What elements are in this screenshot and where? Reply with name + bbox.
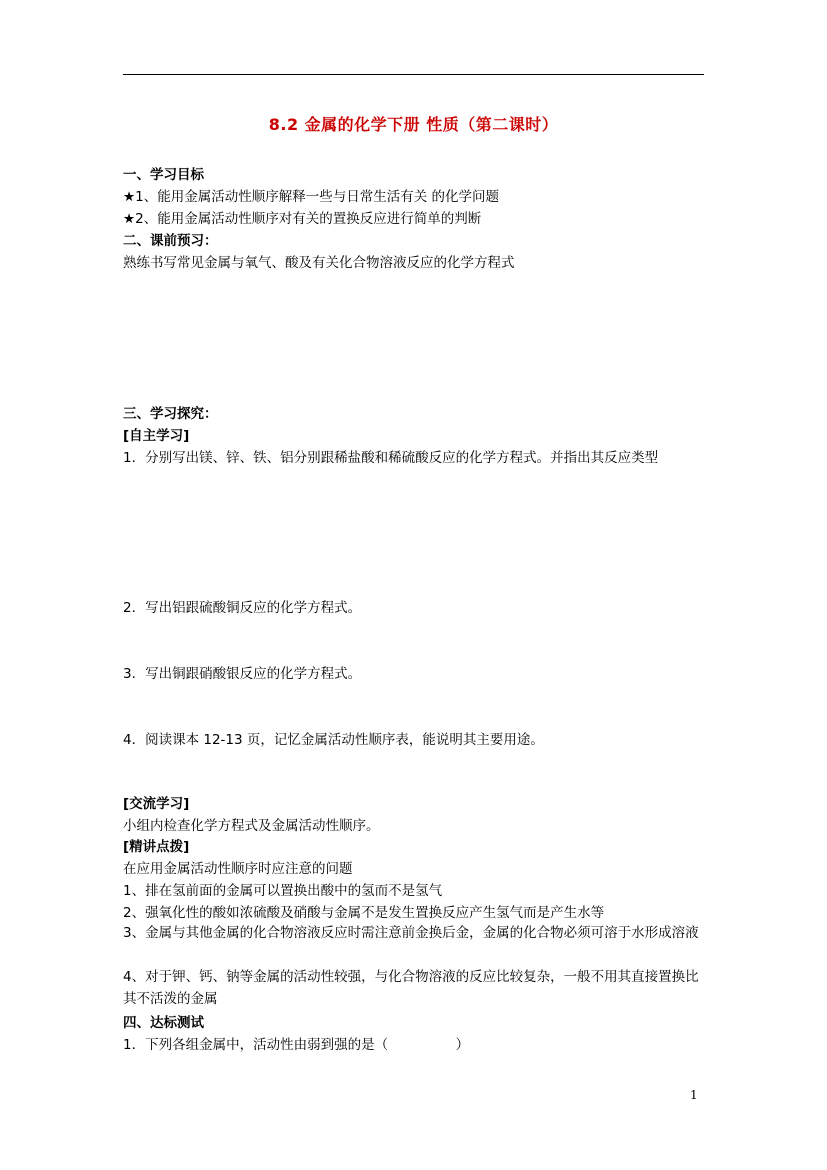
key-point-2: 2、强氧化性的酸如浓硫酸及硝酸与金属不是发生置换反应产生氢气而是产生水等	[123, 905, 605, 921]
test-question-1: 1．下列各组金属中，活动性由弱到强的是（ ）	[123, 1037, 470, 1053]
page-title: 8.2 金属的化学下册 性质（第二课时）	[268, 115, 559, 134]
key-point-1: 1、排在氢前面的金属可以置换出酸中的氢而不是氢气	[123, 883, 443, 899]
explore-heading: 三、学习探究：	[123, 406, 218, 422]
header-rule	[123, 74, 704, 75]
test-heading: 四、达标测试	[123, 1015, 204, 1031]
page-number: 1	[690, 1088, 698, 1102]
self-study-heading: [自主学习]	[123, 428, 190, 444]
preview-heading: 二、课前预习：	[123, 233, 218, 249]
goal-item-2: ★2、能用金属活动性顺序对有关的置换反应进行简单的判断	[123, 211, 482, 227]
key-point-3: 3、金属与其他金属的化合物溶液反应时需注意前金换后金，金属的化合物必须可溶于水形成溶液	[123, 925, 699, 941]
key-points-intro: 在应用金属活动性顺序时应注意的问题	[123, 861, 353, 877]
question-4: 4．阅读课本 12-13 页，记忆金属活动性顺序表，能说明其主要用途。	[123, 732, 544, 748]
key-points-heading: [精讲点拨]	[123, 839, 190, 855]
question-3: 3．写出铜跟硝酸银反应的化学方程式。	[123, 666, 362, 682]
question-1: 1．分别写出镁、锌、铁、铝分别跟稀盐酸和稀硫酸反应的化学方程式。并指出其反应类型	[123, 450, 659, 466]
exchange-text: 小组内检查化学方程式及金属活动性顺序。	[123, 818, 380, 834]
key-point-4: 4、对于钾、钙、钠等金属的活动性较强，与化合物溶液的反应比较复杂，一般不用其直接置换比其不活泼的金属	[123, 969, 699, 1007]
exchange-heading: [交流学习]	[123, 796, 190, 812]
preview-text: 熟练书写常见金属与氧气、酸及有关化合物溶液反应的化学方程式	[123, 255, 515, 271]
goal-item-1: ★1、能用金属活动性顺序解释一些与日常生活有关 的化学问题	[123, 189, 499, 205]
goals-heading: 一、学习目标	[123, 167, 204, 183]
question-2: 2．写出铝跟硫酸铜反应的化学方程式。	[123, 600, 362, 616]
